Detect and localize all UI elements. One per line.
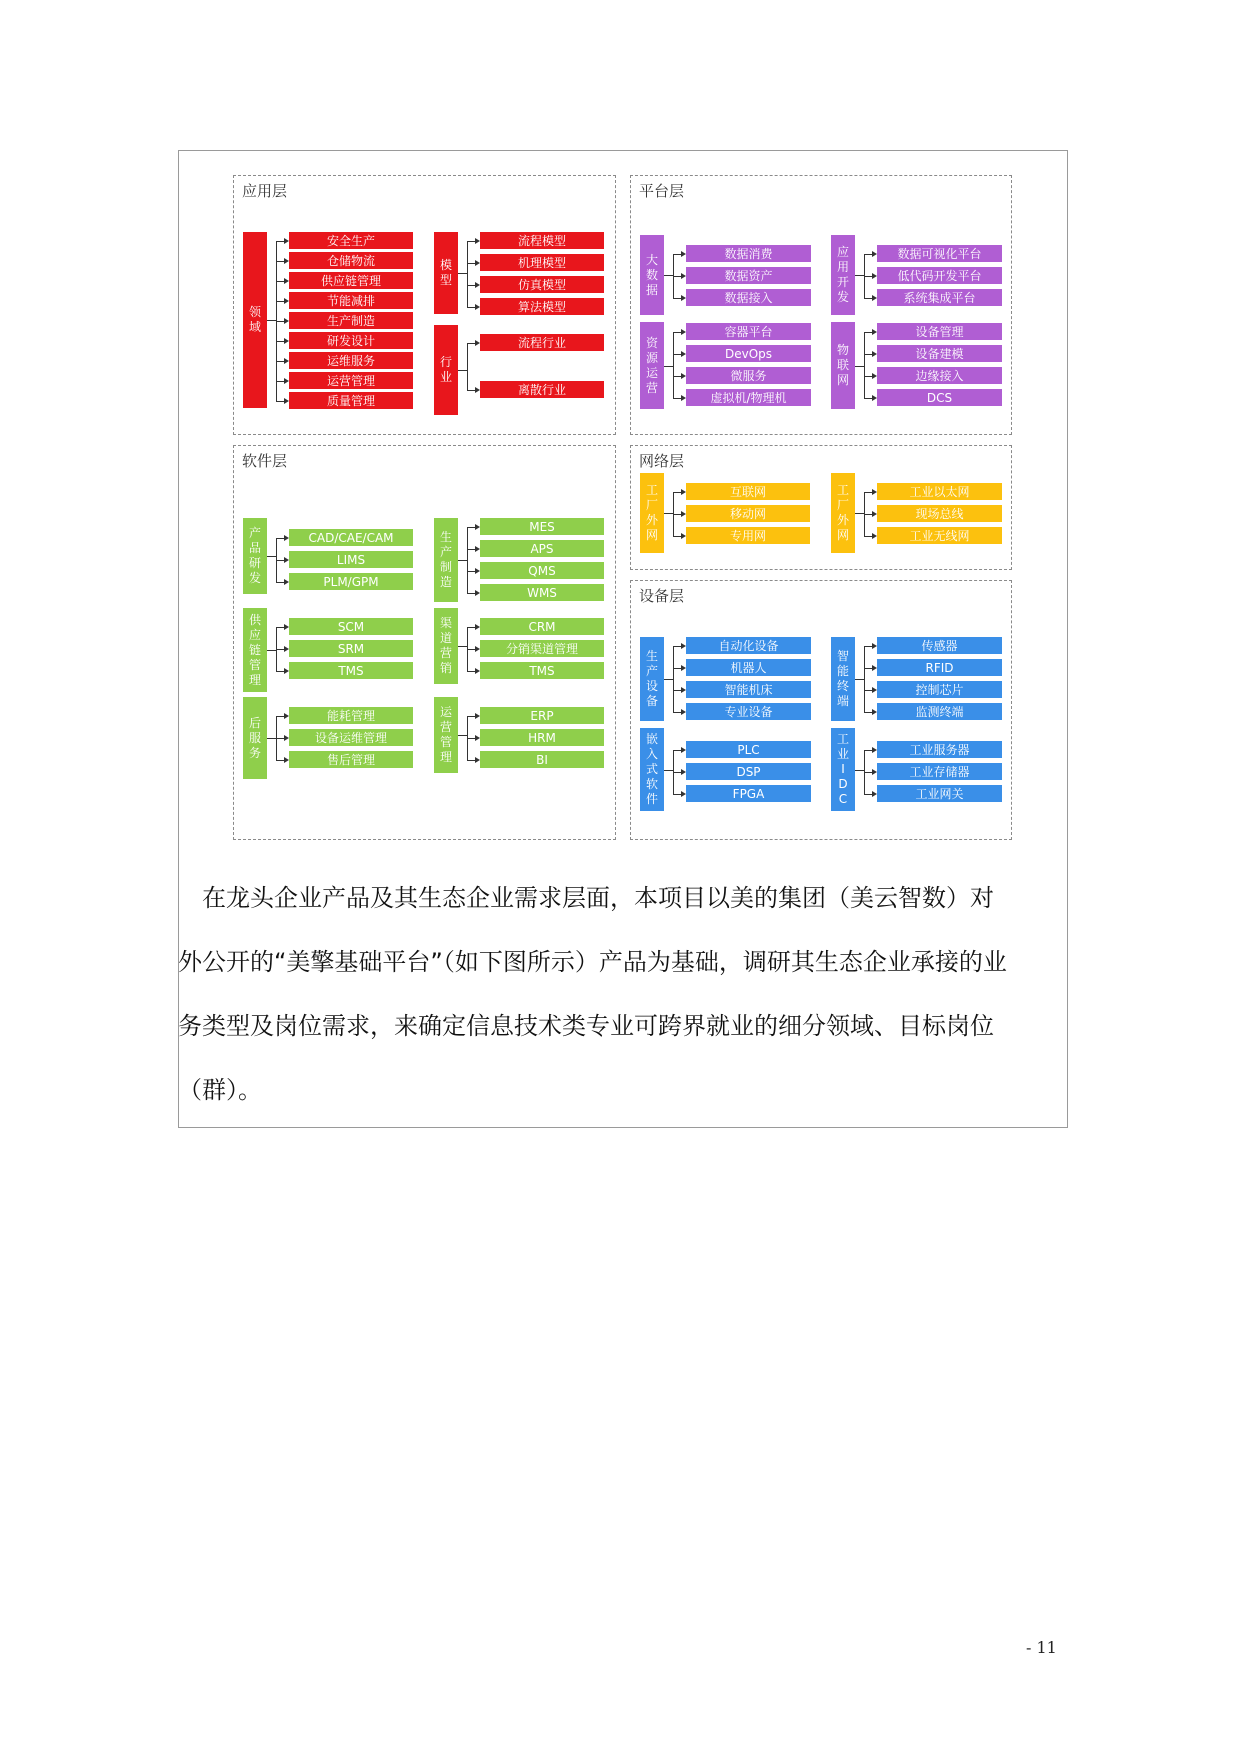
diagram-item: 节能减排	[289, 292, 413, 309]
connector-external	[664, 513, 673, 514]
connector-smart-terminal-1	[864, 668, 872, 669]
connector-external-2	[673, 536, 681, 537]
connector-domain	[267, 320, 276, 321]
connector-big-data-2	[673, 298, 681, 299]
connector-domain-0	[276, 241, 284, 242]
connector-embedded-software-1	[673, 772, 681, 773]
connector-resource-ops-1	[673, 354, 681, 355]
connector-production-equipment	[664, 679, 673, 680]
connector-iot-0	[864, 332, 872, 333]
category-label-resource-ops: 资源运营	[646, 335, 659, 395]
body-paragraph-line-4: （群）。	[178, 1076, 262, 1104]
diagram-item: 边缘接入	[877, 367, 1002, 384]
diagram-item: 互联网	[686, 483, 810, 500]
connector-smart-terminal-0	[864, 646, 872, 647]
diagram-item: CRM	[480, 618, 604, 635]
category-bar-production-equipment	[640, 637, 664, 721]
diagram-item: 容器平台	[686, 323, 811, 340]
connector-industrial-idc	[855, 770, 864, 771]
diagram-item: 自动化设备	[686, 637, 811, 654]
diagram-item: 微服务	[686, 367, 811, 384]
connector-smart-terminal	[855, 679, 864, 680]
diagram-item: 质量管理	[289, 392, 413, 409]
device-layer-title: 设备层	[639, 587, 685, 605]
category-label-industry: 行业	[440, 355, 453, 384]
diagram-item: APS	[480, 540, 604, 557]
connector-iot	[855, 366, 864, 367]
connector-industrial-idc-1	[864, 772, 872, 773]
diagram-item: 工业以太网	[877, 483, 1002, 500]
connector-domain-6	[276, 361, 284, 362]
connector-production-0	[467, 527, 475, 528]
category-label-embedded-software: 嵌入式软件	[646, 732, 659, 806]
diagram-item: 机器人	[686, 659, 811, 676]
diagram-item: 工业存储器	[877, 763, 1002, 780]
connector-production-equipment-2	[673, 690, 681, 691]
connector-smart-terminal-3	[864, 712, 872, 713]
connector-rd-0	[276, 538, 284, 539]
connector-spine-model	[467, 241, 468, 307]
category-bar-resource-ops	[640, 322, 664, 409]
connector-industry-1	[467, 390, 475, 391]
connector-operations-2	[467, 760, 475, 761]
category-label-operations: 运营管理	[440, 705, 453, 764]
category-label-channel: 渠道营销	[440, 616, 453, 675]
connector-channel-2	[467, 671, 475, 672]
connector-spine-production	[467, 527, 468, 593]
connector-iot-2	[864, 376, 872, 377]
connector-internal-2	[864, 536, 872, 537]
connector-channel-0	[467, 627, 475, 628]
connector-big-data-0	[673, 254, 681, 255]
connector-domain-1	[276, 261, 284, 262]
diagram-item: 设备建模	[877, 345, 1002, 362]
diagram-item: 生产制造	[289, 312, 413, 329]
diagram-item: DCS	[877, 389, 1002, 406]
connector-domain-7	[276, 381, 284, 382]
connector-supply-chain-2	[276, 671, 284, 672]
category-bar-big-data	[640, 235, 664, 315]
diagram-item: PLM/GPM	[289, 573, 413, 590]
diagram-item: 算法模型	[480, 298, 604, 315]
diagram-item: RFID	[877, 659, 1002, 676]
connector-operations	[458, 735, 467, 736]
connector-industry	[458, 370, 467, 371]
connector-industrial-idc-0	[864, 750, 872, 751]
diagram-item: 专用网	[686, 527, 810, 544]
diagram-item: LIMS	[289, 551, 413, 568]
diagram-item: 低代码开发平台	[877, 267, 1002, 284]
diagram-item: DevOps	[686, 345, 811, 362]
connector-domain-2	[276, 281, 284, 282]
connector-production	[458, 560, 467, 561]
connector-industrial-idc-2	[864, 794, 872, 795]
connector-domain-3	[276, 301, 284, 302]
connector-embedded-software	[664, 770, 673, 771]
connector-model-1	[467, 263, 475, 264]
category-bar-embedded-software	[640, 728, 664, 811]
connector-channel	[458, 646, 467, 647]
category-bar-channel	[434, 608, 458, 684]
diagram-item: 智能机床	[686, 681, 811, 698]
connector-after-service	[267, 738, 276, 739]
connector-after-service-1	[276, 738, 284, 739]
connector-internal-1	[864, 514, 872, 515]
diagram-item: TMS	[480, 662, 604, 679]
diagram-item: 离散行业	[480, 381, 604, 398]
category-bar-after-service	[243, 697, 267, 779]
connector-external-0	[673, 492, 681, 493]
diagram-item: ERP	[480, 707, 604, 724]
category-bar-smart-terminal	[831, 637, 855, 721]
connector-production-2	[467, 571, 475, 572]
connector-spine-smart-terminal	[864, 646, 865, 712]
diagram-item: 专业设备	[686, 703, 811, 720]
diagram-item: 分销渠道管理	[480, 640, 604, 657]
diagram-item: SRM	[289, 640, 413, 657]
diagram-item: 工业无线网	[877, 527, 1002, 544]
diagram-item: 机理模型	[480, 254, 604, 271]
connector-production-1	[467, 549, 475, 550]
category-label-iot: 物联网	[837, 343, 850, 387]
connector-rd-1	[276, 560, 284, 561]
diagram-item: SCM	[289, 618, 413, 635]
category-label-production-equipment: 生产设备	[646, 649, 659, 708]
diagram-item: 设备管理	[877, 323, 1002, 340]
diagram-item: 工业网关	[877, 785, 1002, 802]
connector-app-dev-0	[864, 254, 872, 255]
diagram-item: 运维服务	[289, 352, 413, 369]
connector-iot-3	[864, 398, 872, 399]
connector-production-equipment-3	[673, 712, 681, 713]
category-label-smart-terminal: 智能终端	[837, 649, 850, 708]
connector-iot-1	[864, 354, 872, 355]
application-layer-title: 应用层	[242, 182, 288, 200]
connector-external-1	[673, 514, 681, 515]
diagram-item: FPGA	[686, 785, 811, 802]
diagram-item: 数据可视化平台	[877, 245, 1002, 262]
category-bar-external	[640, 473, 664, 553]
connector-domain-5	[276, 341, 284, 342]
body-paragraph-line-3: 务类型及岗位需求，来确定信息技术类专业可跨界就业的细分领域、目标岗位	[178, 1012, 994, 1040]
category-bar-rd	[243, 518, 267, 594]
connector-resource-ops-0	[673, 332, 681, 333]
diagram-item: BI	[480, 751, 604, 768]
category-label-after-service: 后服务	[249, 715, 262, 760]
connector-after-service-0	[276, 716, 284, 717]
category-label-big-data: 大数据	[646, 252, 659, 297]
category-label-model: 模型	[440, 258, 453, 287]
connector-rd-2	[276, 582, 284, 583]
connector-after-service-2	[276, 760, 284, 761]
diagram-item: 运营管理	[289, 372, 413, 389]
category-label-production: 生产制造	[440, 530, 453, 589]
connector-big-data-1	[673, 276, 681, 277]
connector-embedded-software-0	[673, 750, 681, 751]
diagram-item: 控制芯片	[877, 681, 1002, 698]
connector-rd	[267, 556, 276, 557]
connector-spine-industry	[467, 343, 468, 390]
diagram-item: 虚拟机/物理机	[686, 389, 811, 406]
connector-embedded-software-2	[673, 794, 681, 795]
category-bar-operations	[434, 697, 458, 773]
diagram-item: 工业服务器	[877, 741, 1002, 758]
diagram-item: HRM	[480, 729, 604, 746]
diagram-item: 移动网	[686, 505, 810, 522]
connector-production-3	[467, 593, 475, 594]
connector-supply-chain-0	[276, 627, 284, 628]
connector-smart-terminal-2	[864, 690, 872, 691]
diagram-item: 数据接入	[686, 289, 811, 306]
category-label-rd: 产品研发	[249, 526, 262, 585]
connector-spine-iot	[864, 332, 865, 398]
connector-supply-chain	[267, 650, 276, 651]
diagram-item: CAD/CAE/CAM	[289, 529, 413, 546]
connector-spine-production-equipment	[673, 646, 674, 712]
connector-model-2	[467, 285, 475, 286]
connector-operations-0	[467, 716, 475, 717]
connector-big-data	[664, 275, 673, 276]
diagram-item: 设备运维管理	[289, 729, 413, 746]
connector-production-equipment-1	[673, 668, 681, 669]
diagram-item: 数据资产	[686, 267, 811, 284]
category-bar-domain	[243, 232, 267, 408]
category-label-industrial-idc: 工业IDC	[837, 732, 850, 806]
diagram-item: 供应链管理	[289, 272, 413, 289]
diagram-item: 数据消费	[686, 245, 811, 262]
connector-app-dev	[855, 275, 864, 276]
diagram-item: WMS	[480, 584, 604, 601]
diagram-item: 售后管理	[289, 751, 413, 768]
category-bar-production	[434, 518, 458, 602]
diagram-item: QMS	[480, 562, 604, 579]
diagram-item: 仓储物流	[289, 252, 413, 269]
diagram-item: PLC	[686, 741, 811, 758]
page-number: - 11	[1026, 1638, 1057, 1657]
connector-internal	[855, 513, 864, 514]
connector-internal-0	[864, 492, 872, 493]
category-label-internal: 工厂外网	[837, 483, 850, 542]
diagram-item: MES	[480, 518, 604, 535]
category-bar-industry	[434, 325, 458, 415]
network-layer-title: 网络层	[639, 452, 685, 470]
category-bar-model	[434, 232, 458, 314]
connector-domain-4	[276, 321, 284, 322]
diagram-item: 研发设计	[289, 332, 413, 349]
connector-spine-resource-ops	[673, 332, 674, 398]
connector-model-0	[467, 241, 475, 242]
diagram-item: 仿真模型	[480, 276, 604, 293]
diagram-item: 流程行业	[480, 334, 604, 351]
category-label-external: 工厂外网	[646, 483, 659, 542]
connector-domain-8	[276, 401, 284, 402]
diagram-item: 系统集成平台	[877, 289, 1002, 306]
connector-resource-ops-2	[673, 376, 681, 377]
category-label-domain: 领域	[249, 305, 262, 334]
connector-resource-ops	[664, 366, 673, 367]
category-bar-internal	[831, 473, 855, 553]
software-layer-title: 软件层	[242, 452, 288, 470]
platform-layer-title: 平台层	[639, 182, 685, 200]
category-bar-iot	[831, 322, 855, 409]
diagram-item: 传感器	[877, 637, 1002, 654]
connector-model	[458, 273, 467, 274]
diagram-item: TMS	[289, 662, 413, 679]
category-label-supply-chain: 供应链管理	[249, 612, 262, 687]
category-bar-supply-chain	[243, 608, 267, 692]
diagram-item: 现场总线	[877, 505, 1002, 522]
body-paragraph-line-2: 外公开的“美擎基础平台”（如下图所示）产品为基础，调研其生态企业承接的业	[178, 948, 1007, 976]
connector-operations-1	[467, 738, 475, 739]
diagram-item: 流程模型	[480, 232, 604, 249]
diagram-item: 能耗管理	[289, 707, 413, 724]
connector-app-dev-1	[864, 276, 872, 277]
connector-supply-chain-1	[276, 649, 284, 650]
connector-production-equipment-0	[673, 646, 681, 647]
connector-resource-ops-3	[673, 398, 681, 399]
connector-channel-1	[467, 649, 475, 650]
connector-industry-0	[467, 343, 475, 344]
diagram-item: DSP	[686, 763, 811, 780]
category-label-app-dev: 应用开发	[837, 245, 850, 304]
body-paragraph-line-1: 在龙头企业产品及其生态企业需求层面，本项目以美的集团（美云智数）对	[178, 884, 994, 912]
diagram-item: 安全生产	[289, 232, 413, 249]
connector-model-3	[467, 307, 475, 308]
category-bar-industrial-idc	[831, 728, 855, 811]
category-bar-app-dev	[831, 235, 855, 315]
connector-app-dev-2	[864, 298, 872, 299]
diagram-item: 监测终端	[877, 703, 1002, 720]
